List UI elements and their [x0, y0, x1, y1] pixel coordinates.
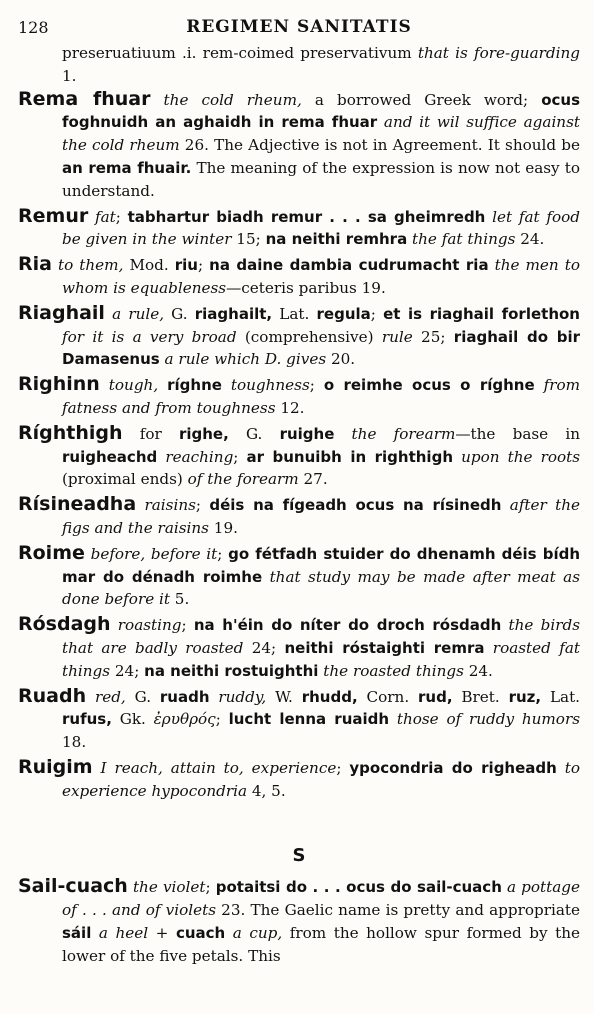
translation-text: for it is a very broad: [62, 327, 237, 346]
plain-text: ;: [309, 376, 324, 395]
translation-text: to them,: [51, 256, 124, 275]
section-heading: S: [292, 844, 306, 866]
gaelic-text: tabhartur biadh remur . . . sa gheimredh: [127, 207, 486, 226]
plain-text: The meaning of the expression is now not easy to understand.: [62, 158, 581, 200]
plain-text: ;: [197, 256, 210, 275]
gaelic-text: o reimhe ocus o ríghne: [323, 376, 535, 395]
plain-text: ;: [181, 616, 194, 635]
glossary-entry: [18, 88, 580, 203]
plain-text: Lat.: [272, 304, 317, 323]
glossary-entry: [18, 205, 580, 252]
translation-text: the roasted things: [318, 661, 464, 680]
translation-text: the forearm: [334, 424, 456, 443]
headword: Ruadh: [18, 684, 87, 707]
translation-text: ἐρυθρός: [153, 710, 216, 729]
plain-text: ;: [217, 544, 229, 563]
glossary-entry: [18, 253, 580, 300]
headword: Rema fhuar: [18, 87, 151, 110]
plain-text: [158, 376, 167, 394]
gaelic-text: na daine dambia cudrumacht ria: [209, 256, 489, 275]
glossary-entry: [18, 613, 580, 682]
entries-s: [18, 875, 580, 967]
translation-text: the cold rheum,: [150, 90, 302, 109]
translation-text: raisins: [136, 496, 196, 515]
gaelic-text: ruz,: [508, 687, 542, 706]
glossary-entry: [18, 493, 580, 540]
translation-text: I reach, attain to, experience: [92, 758, 337, 777]
headword: Ruigim: [18, 755, 93, 778]
page-header: [18, 14, 580, 42]
gaelic-text: ar bunuibh in righthigh: [246, 447, 453, 466]
plain-text: G.: [164, 304, 195, 323]
translation-text: upon the roots: [453, 447, 581, 466]
plain-text: 18.: [62, 733, 87, 752]
glossary-entry: [18, 875, 580, 967]
gaelic-text: righe,: [178, 424, 229, 443]
plain-text: ;: [233, 447, 247, 466]
glossary-entry: [18, 373, 580, 420]
gaelic-text: na neithi rostuighthi: [144, 661, 319, 680]
headword: Righinn: [18, 373, 100, 396]
translation-text: a heel: [91, 923, 149, 942]
translation-text: roasted fat things: [62, 638, 580, 680]
translation-text: let fat food be given in the winter: [62, 207, 581, 249]
plain-text: ;: [115, 207, 128, 226]
translation-text: fat: [88, 207, 116, 226]
plain-text: 26. The Adjective is not in Agreement. It should be: [179, 136, 580, 155]
plain-text: 1.: [62, 66, 77, 85]
translation-text: ruddy,: [209, 687, 267, 706]
translation-text: those of ruddy humors: [389, 710, 580, 729]
plain-text: Lat.: [541, 687, 581, 706]
plain-text: Mod.: [123, 256, 175, 275]
plain-text: W.: [266, 687, 302, 706]
translation-text: and it wil suffice against the cold rheum: [62, 113, 580, 155]
gaelic-text: sáil: [62, 923, 92, 942]
glossary-entry: [18, 422, 580, 491]
gaelic-text: riaghailt,: [194, 304, 273, 323]
plain-text: preseruatiuum .i. rem-coimed preservativum: [62, 44, 412, 62]
headword: Remur: [18, 204, 89, 227]
plain-text: +: [148, 923, 176, 942]
plain-text: ;: [205, 878, 216, 897]
gaelic-text: rud,: [418, 687, 453, 706]
headword: Roime: [18, 541, 85, 564]
plain-text: (proximal ends): [62, 470, 188, 489]
plain-text: ;: [195, 496, 210, 515]
plain-text: G.: [228, 424, 280, 443]
translation-text: from fatness and from toughness: [62, 376, 581, 417]
translation-text: tough,: [99, 376, 159, 395]
plain-text: 19.: [208, 518, 238, 537]
gaelic-text: cuach: [175, 923, 226, 942]
plain-text: for: [122, 424, 179, 443]
translation-text: a rule,: [104, 304, 165, 323]
gaelic-text: riaghail do bir Damasenus: [62, 327, 581, 369]
gaelic-text: ruighe: [279, 424, 335, 443]
plain-text: from the hollow spur formed by the lower of the five petals. This: [62, 923, 580, 965]
gaelic-text: rufus,: [62, 710, 112, 729]
plain-text: Corn.: [357, 687, 419, 706]
translation-text: a rule which D. gives: [159, 350, 327, 369]
gaelic-text: déis na fígeadh ocus na rísinedh: [209, 496, 502, 515]
glossary-entry: [18, 542, 580, 611]
gaelic-text: riu: [174, 256, 198, 275]
glossary-body: [18, 42, 580, 967]
plain-text: (comprehensive): [236, 327, 382, 346]
plain-text: 15;: [231, 230, 266, 249]
plain-text: 20.: [326, 350, 356, 369]
gaelic-text: an rema fhuair.: [62, 158, 192, 177]
gaelic-text: et is riaghail forlethon: [383, 304, 580, 323]
plain-text: 24;: [110, 661, 145, 680]
gaelic-text: rhudd,: [301, 687, 358, 706]
gaelic-text: lucht lenna ruaidh: [228, 710, 390, 729]
translation-text: rule: [381, 327, 413, 346]
plain-text: ;: [336, 758, 350, 777]
translation-text: a cup,: [225, 923, 283, 942]
translation-text: the fat things: [407, 230, 516, 249]
gaelic-text: neithi róstaighti remra: [284, 638, 485, 657]
translation-text: to experience hypocondria: [62, 758, 581, 800]
translation-text: the men to whom is equableness: [62, 256, 580, 297]
translation-text: toughness: [221, 376, 310, 395]
plain-text: 24.: [463, 661, 493, 680]
gaelic-text: regula: [316, 304, 371, 323]
gaelic-text: ruadh: [159, 687, 210, 706]
plain-text: ;: [370, 304, 384, 323]
gaelic-text: ruigheachd: [62, 447, 158, 466]
plain-text: —ceteris paribus 19.: [226, 278, 386, 297]
translation-text: of the forearm: [187, 470, 299, 489]
plain-text: 25;: [412, 327, 454, 346]
translation-text: red,: [86, 687, 126, 706]
gaelic-text: na h'éin do níter do droch rósdadh: [193, 616, 502, 635]
plain-text: Bret.: [452, 687, 509, 706]
glossary-entry: [18, 756, 580, 803]
glossary-entry: [18, 42, 580, 88]
entries-r: [18, 42, 580, 803]
translation-text: roasting: [110, 616, 182, 635]
plain-text: 23. The Gaelic name is pretty and appropriate: [216, 901, 580, 920]
running-title: REGIMEN SANITATIS: [186, 17, 412, 37]
gaelic-text: go fétfadh stuider do dhenamh déis bídh mar do dénadh roimhe: [62, 544, 581, 586]
translation-text: reaching: [157, 447, 234, 466]
translation-text: after the figs and the raisins: [62, 496, 580, 537]
headword: Rósdagh: [18, 613, 111, 636]
translation-text: a pottage of . . . and of violets: [62, 878, 581, 920]
plain-text: 12.: [275, 398, 305, 417]
plain-text: Gk.: [111, 710, 154, 729]
headword: Ríghthigh: [18, 421, 123, 444]
headword: Rísineadha: [18, 493, 137, 516]
page-number: 128: [18, 18, 49, 37]
gaelic-text: ocus foghnuidh an aghaidh in rema fhuar: [62, 90, 581, 132]
headword: Riaghail: [18, 301, 105, 324]
plain-text: —the base in: [455, 424, 580, 443]
plain-text: 4, 5.: [247, 781, 286, 800]
gaelic-text: na neithi remhra: [265, 230, 408, 249]
plain-text: a borrowed Greek word;: [301, 90, 542, 109]
headword: Sail-cuach: [18, 875, 128, 898]
translation-text: the birds that are badly roasted: [62, 616, 580, 657]
glossary-entry: [18, 685, 580, 754]
plain-text: 24.: [515, 230, 545, 249]
plain-text: ;: [215, 710, 229, 729]
plain-text: 24;: [243, 638, 285, 657]
plain-text: 5.: [169, 590, 190, 609]
translation-text: before, before it: [84, 544, 218, 563]
headword: Ria: [18, 253, 52, 276]
plain-text: G.: [125, 687, 160, 706]
plain-text: 27.: [298, 470, 328, 489]
gaelic-text: ríghne: [167, 376, 222, 395]
gaelic-text: ypocondria do righeadh: [349, 758, 557, 777]
translation-text: that is fore-guarding: [411, 44, 580, 62]
gaelic-text: potaitsi do . . . ocus do sail-cuach: [215, 878, 502, 897]
translation-text: that study may be made after meat as done before it: [62, 567, 580, 609]
translation-text: the violet: [127, 878, 206, 897]
glossary-entry: [18, 302, 580, 371]
